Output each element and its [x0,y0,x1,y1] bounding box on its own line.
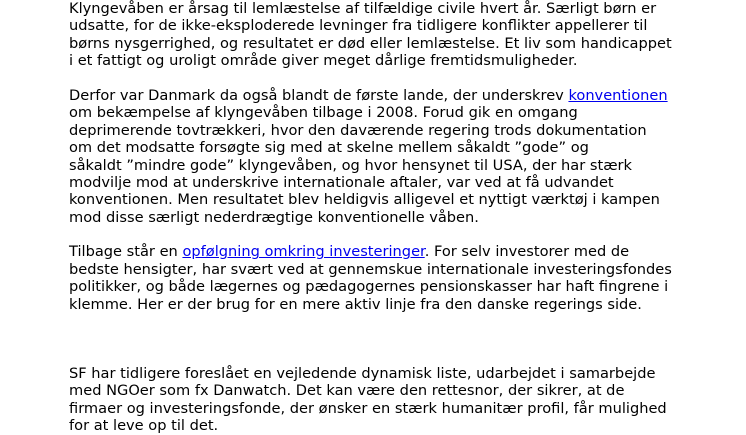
text-run: bedste hensigter, har svært ved at gennemskue internationale investeringsfondes [69,260,672,278]
text-run: mod disse særligt nederdrægtige konventionelle våben. [69,208,479,226]
text-line [69,296,709,313]
text-run: for at leve op til det. [69,417,219,435]
text-run: Derfor var Danmark da også blandt de første lande, der underskrev [69,86,569,104]
text-line [69,400,709,417]
text-line [69,122,709,139]
paragraph-civilian-harm [69,0,709,70]
text-run: SF har tidligere foreslået en vejledende dynamisk liste, udarbejdet i samarbejde [69,365,656,383]
text-run: om bekæmpelse af klyngevåben tilbage i 2008. Forud gik en omgang [69,104,578,122]
text-line [69,209,709,226]
paragraph-spacer [69,70,709,87]
text-run: firmaer og investeringsfonde, der ønsker en stærk humanitær profil, får mulighed [69,399,667,417]
text-line [69,87,709,104]
text-run: såkaldt ”mindre gode” klyngevåben, og hvor hensynet til USA, der har stærk [69,156,632,174]
text-line [69,365,709,382]
convention-link[interactable]: konventionen [568,86,668,104]
text-line [69,157,709,174]
text-line [69,191,709,208]
text-run: om det modsatte forsøgte sig med at skelne mellem såkaldt ”gode” og [69,139,589,157]
paragraph-spacer [69,313,709,365]
text-line [69,243,709,260]
text-line [69,139,709,156]
text-line [69,174,709,191]
paragraph-convention [69,87,709,226]
text-line [69,17,709,34]
text-line [69,261,709,278]
text-run: Tilbage står en [69,243,183,261]
paragraph-sf-proposal [69,365,709,435]
text-line [69,35,709,52]
text-line [69,0,709,17]
text-run: modvilje mod at underskrive internationale aftaler, var ved at få udvandet [69,173,614,191]
paragraph-investments [69,243,709,313]
text-line [69,382,709,399]
text-line [69,104,709,121]
investment-followup-link[interactable]: opfølgning omkring investeringer [182,243,425,261]
text-run: klemme. Her er der brug for en mere aktiv linje fra den danske regerings side. [69,295,642,313]
document-body [69,0,709,435]
text-run: udsatte, for de ikke-eksploderede levninger fra tidligere konflikter appellerer til [69,17,648,35]
text-line [69,417,709,434]
text-run: i et fattigt og uroligt område giver meget dårlige fremtidsmuligheder. [69,52,578,70]
text-run: politikker, og både lægernes og pædagogernes pensionskasser har haft fingrene i [69,278,669,296]
text-run: konventionen. Men resultatet blev heldigvis alligevel et nyttigt værktøj i kampen [69,191,660,209]
text-run: deprimerende tovtrækkeri, hvor den daværende regering trods dokumentation [69,121,647,139]
text-line [69,278,709,295]
text-run: børns nysgerrighed, og resultatet er død eller lemlæstelse. Et liv som handicappet [69,34,672,52]
text-run: Klyngevåben er årsag til lemlæstelse af tilfældige civile hvert år. Særligt børn er [69,0,657,17]
text-line [69,52,709,69]
paragraph-spacer [69,226,709,243]
text-run: med NGOer som fx Danwatch. Det kan være den rettesnor, der sikrer, at de [69,382,625,400]
text-run: . For selv investorer med de [424,243,630,261]
